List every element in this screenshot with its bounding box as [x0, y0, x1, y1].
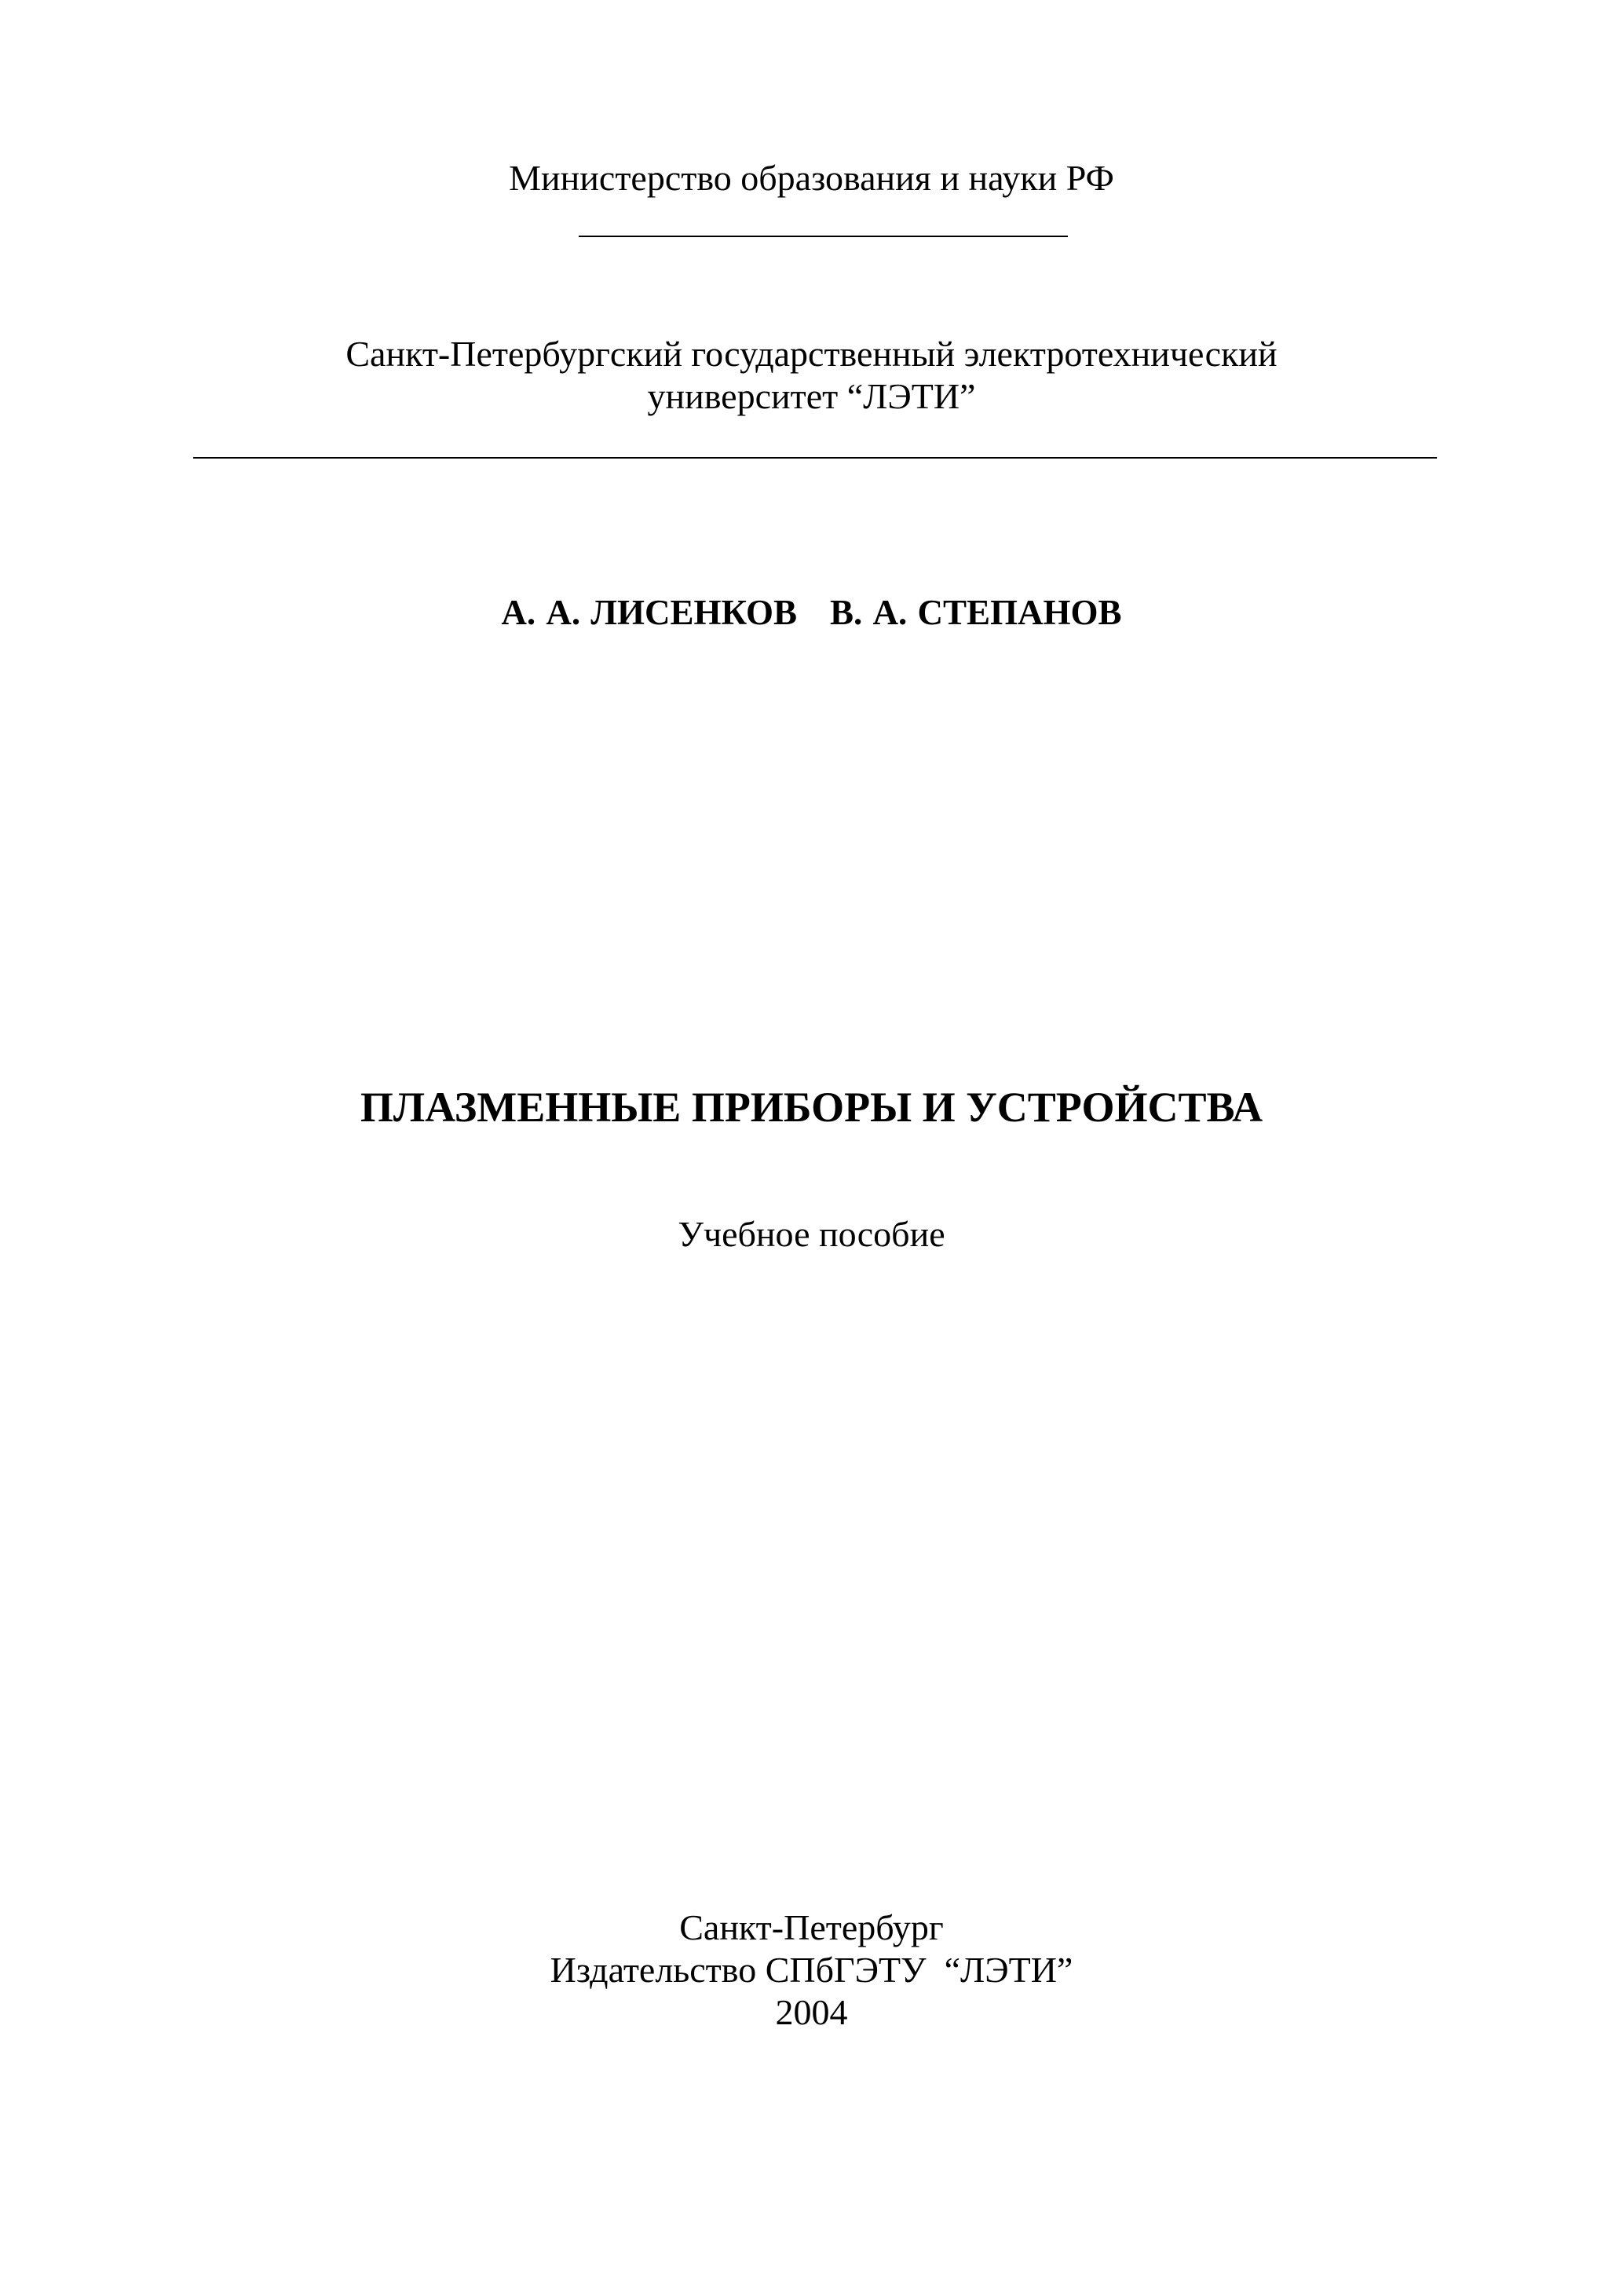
long-divider — [193, 457, 1437, 459]
authors — [0, 591, 1623, 634]
university-name-line-2: университет “ЛЭТИ” — [647, 376, 976, 416]
author-first: А. А. ЛИСЕНКОВ — [501, 593, 797, 632]
document-subtitle: Учебное пособие — [678, 1214, 945, 1254]
document-title: ПЛАЗМЕННЫЕ ПРИБОРЫ И УСТРОЙСТВА — [360, 1084, 1263, 1131]
imprint-publisher: Издательство СПбГЭТУ “ЛЭТИ” — [550, 1950, 1073, 1990]
author-second: В. А. СТЕПАНОВ — [830, 593, 1122, 632]
imprint-city: Санкт-Петербург — [679, 1907, 944, 1947]
imprint-year: 2004 — [775, 1992, 848, 2032]
university-name-line-1: Санкт-Петербургский государственный электротехнический — [345, 334, 1278, 374]
ministry-heading: Министерство образования и науки РФ — [509, 158, 1114, 198]
short-divider — [579, 236, 1068, 237]
